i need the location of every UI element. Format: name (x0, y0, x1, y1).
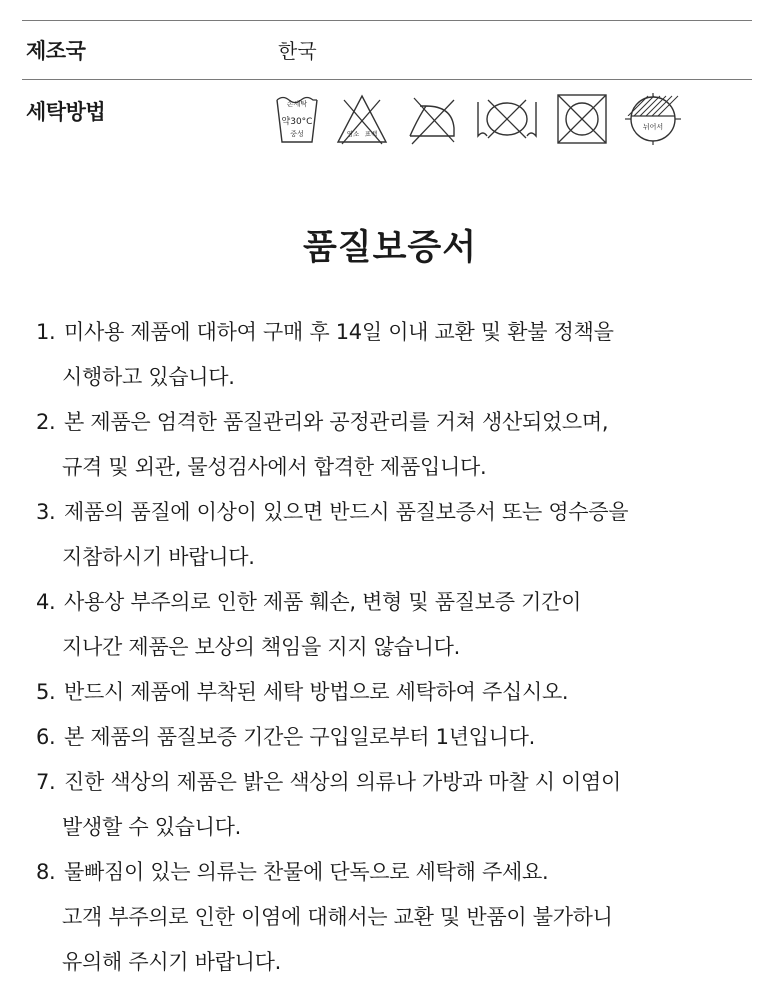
item-number: 3. (36, 500, 56, 524)
row-divider (22, 79, 752, 80)
list-item (36, 310, 756, 400)
hand-wash-icon (274, 92, 320, 146)
no-bleach-text-bleach: 표백 (364, 130, 378, 138)
dry-flat-text: 뉘어서 (642, 123, 664, 131)
item-number: 6. (36, 725, 56, 749)
item-line: 물빠짐이 있는 의류는 찬물에 단독으로 세탁해 주세요. (64, 860, 549, 884)
list-item (36, 400, 756, 490)
origin-label: 제조국 (26, 39, 86, 63)
no-dry-clean-icon (474, 92, 540, 146)
item-line: 본 제품은 엄격한 품질관리와 공정관리를 거쳐 생산되었으며, (64, 410, 609, 434)
item-line: 사용상 부주의로 인한 제품 훼손, 변형 및 품질보증 기간이 (64, 590, 582, 614)
item-line: 고객 부주의로 인한 이염에 대해서는 교환 및 반품이 불가하니 (62, 905, 613, 929)
item-line: 미사용 제품에 대하여 구매 후 14일 이내 교환 및 환불 정책을 (64, 320, 614, 344)
guarantee-list (36, 310, 756, 985)
item-number: 1. (36, 320, 56, 344)
list-item (36, 715, 756, 760)
item-number: 2. (36, 410, 56, 434)
no-iron-icon (404, 92, 460, 146)
list-item (36, 760, 756, 850)
item-line: 지참하시기 바랍니다. (62, 545, 255, 569)
dry-flat-icon (624, 92, 682, 146)
item-number: 5. (36, 680, 56, 704)
item-line: 시행하고 있습니다. (62, 365, 235, 389)
origin-value: 한국 (278, 39, 317, 63)
hand-wash-neutral-text: 중성 (290, 130, 304, 138)
item-line: 반드시 제품에 부착된 세탁 방법으로 세탁하여 주십시오. (64, 680, 569, 704)
hand-wash-text: 손세탁 (286, 100, 308, 108)
item-line: 유의해 주시기 바랍니다. (62, 950, 281, 974)
no-tumble-dry-icon (554, 92, 610, 146)
item-line: 제품의 품질에 이상이 있으면 반드시 품질보증서 또는 영수증을 (64, 500, 629, 524)
washing-label: 세탁방법 (26, 100, 106, 124)
item-number: 4. (36, 590, 56, 614)
item-line: 진한 색상의 제품은 밝은 색상의 의류나 가방과 마찰 시 이염이 (64, 770, 622, 794)
list-item (36, 850, 756, 985)
item-line: 지나간 제품은 보상의 책임을 지지 않습니다. (62, 635, 460, 659)
hand-wash-temp-text: 약30°C (281, 117, 313, 127)
page-title: 품질보증서 (302, 228, 478, 268)
list-item (36, 670, 756, 715)
care-icons (274, 90, 682, 148)
item-line: 발생할 수 있습니다. (62, 815, 242, 839)
item-line: 본 제품의 품질보증 기간은 구입일로부터 1년입니다. (64, 725, 536, 749)
no-bleach-text-chlorine: 염소 (346, 130, 360, 138)
top-divider (22, 20, 752, 21)
item-number: 8. (36, 860, 56, 884)
item-number: 7. (36, 770, 56, 794)
no-bleach-icon (334, 92, 390, 146)
item-line: 규격 및 외관, 물성검사에서 합격한 제품입니다. (62, 455, 487, 479)
list-item (36, 490, 756, 580)
list-item (36, 580, 756, 670)
